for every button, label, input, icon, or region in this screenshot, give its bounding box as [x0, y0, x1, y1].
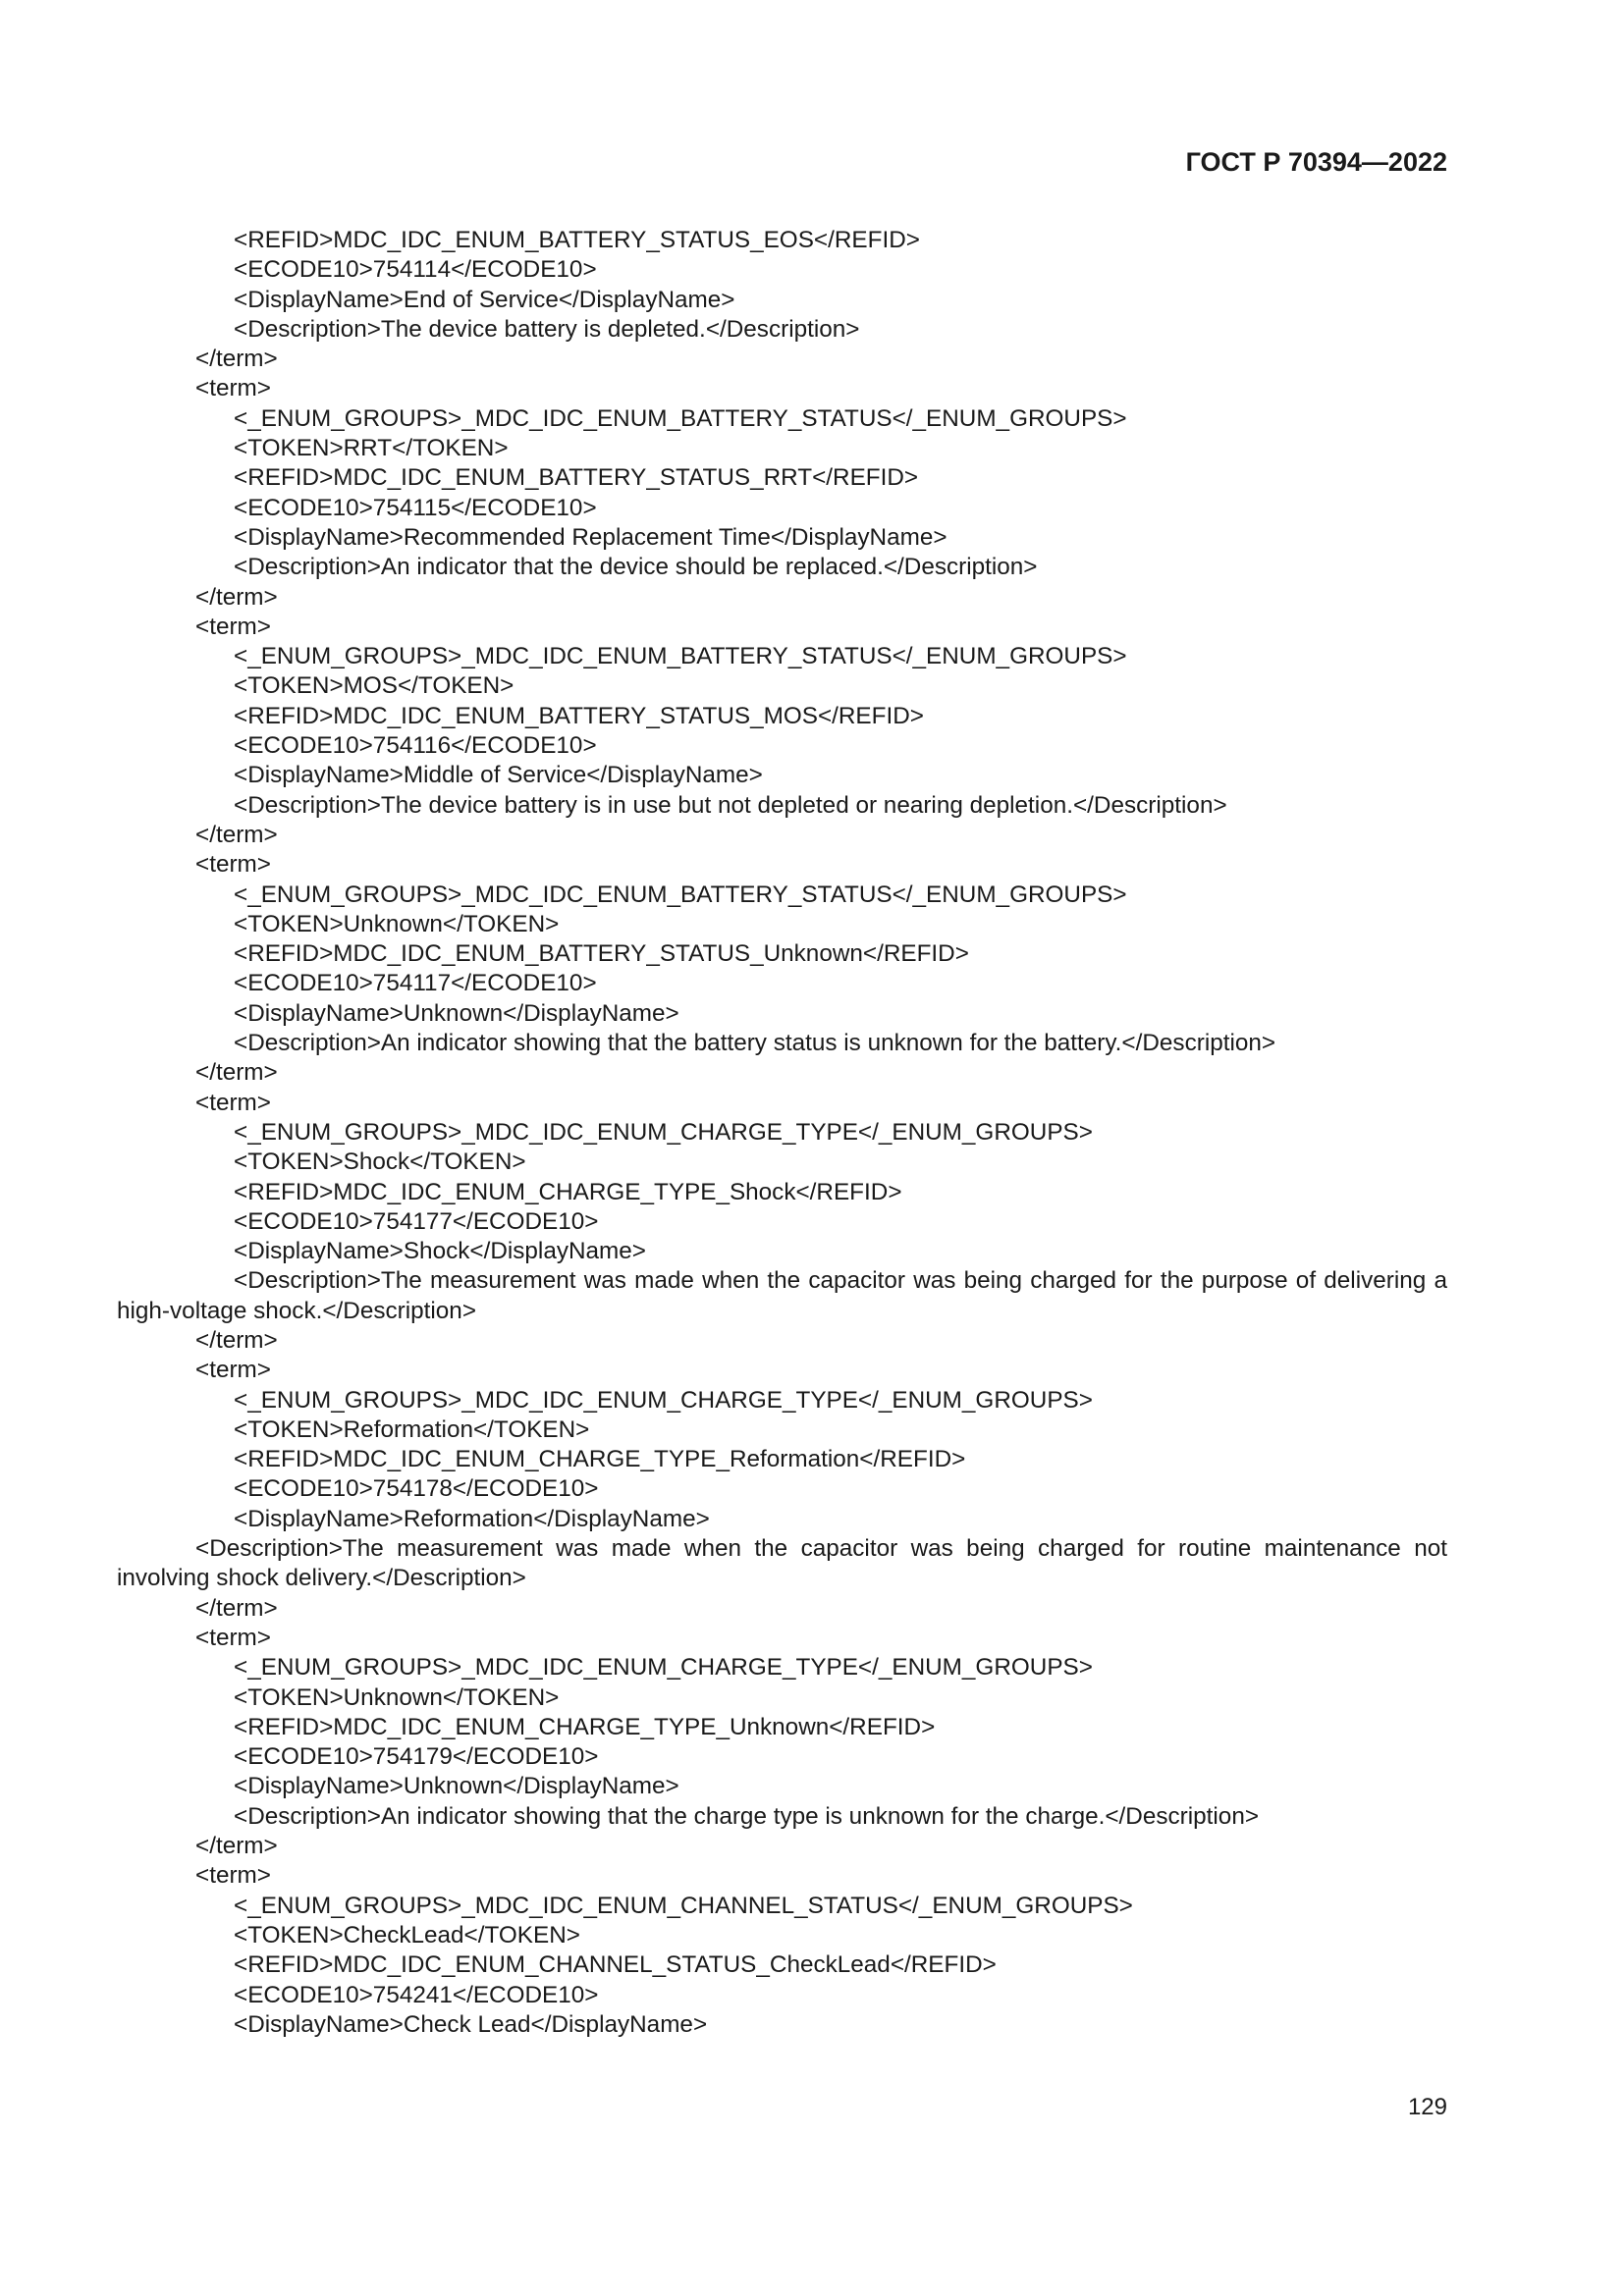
listing-line: <REFID>MDC_IDC_ENUM_BATTERY_STATUS_Unknown</REFID> [234, 940, 969, 968]
page-number: 129 [1407, 2094, 1447, 2120]
listing-line: <TOKEN>RRT</TOKEN> [234, 435, 509, 462]
listing-line: <Description>The measurement was made when the capacitor was being charged for routine maintenance not involving shock delivery.</Description> [117, 1535, 1447, 1592]
listing-line: <DisplayName>Unknown</DisplayName> [234, 999, 679, 1027]
listing-line: <DisplayName>Reformation</DisplayName> [234, 1505, 710, 1532]
listing-line: <TOKEN>Reformation</TOKEN> [234, 1415, 590, 1443]
listing-line: <Description>The measurement was made when the capacitor was being charged for the purpose of delivering a high-voltage shock.</Description> [117, 1267, 1447, 1324]
listing-line: <TOKEN>Unknown</TOKEN> [234, 1683, 560, 1711]
listing-line: <ECODE10>754117</ECODE10> [234, 970, 597, 997]
listing-line: <_ENUM_GROUPS>_MDC_IDC_ENUM_BATTERY_STATUS</_ENUM_GROUPS> [234, 404, 1127, 432]
listing-line: <Description>The device battery is in use but not depleted or nearing depletion.</Description> [234, 791, 1227, 819]
listing-line: <Description>An indicator that the device should be replaced.</Description> [234, 554, 1038, 581]
listing-line: <REFID>MDC_IDC_ENUM_CHARGE_TYPE_Unknown</REFID> [234, 1713, 936, 1740]
listing-line: <ECODE10>754116</ECODE10> [234, 732, 597, 760]
listing-line: <term> [195, 851, 271, 879]
listing-line: <REFID>MDC_IDC_ENUM_BATTERY_STATUS_RRT</REFID> [234, 464, 919, 492]
listing-line: <term> [195, 1357, 271, 1384]
listing-line: <DisplayName>Recommended Replacement Time</DisplayName> [234, 523, 947, 551]
listing-line: <ECODE10>754114</ECODE10> [234, 256, 597, 284]
listing-line: <ECODE10>754178</ECODE10> [234, 1475, 599, 1503]
listing-line: </term> [195, 1594, 278, 1622]
listing-line: <_ENUM_GROUPS>_MDC_IDC_ENUM_CHANNEL_STATUS</_ENUM_GROUPS> [234, 1892, 1133, 1919]
listing-line: </term> [195, 1059, 278, 1087]
listing-line: <REFID>MDC_IDC_ENUM_CHANNEL_STATUS_CheckLead</REFID> [234, 1951, 997, 1979]
listing-line: <TOKEN>CheckLead</TOKEN> [234, 1921, 580, 1949]
listing-line: </term> [195, 1833, 278, 1860]
listing-line: </term> [195, 1326, 278, 1354]
listing-line: <_ENUM_GROUPS>_MDC_IDC_ENUM_BATTERY_STATUS</_ENUM_GROUPS> [234, 643, 1127, 670]
listing-line: <DisplayName>Shock</DisplayName> [234, 1238, 646, 1265]
listing-line: <term> [195, 1862, 271, 1890]
listing-line: <TOKEN>Unknown</TOKEN> [234, 910, 560, 937]
listing-line: <DisplayName>Unknown</DisplayName> [234, 1773, 679, 1800]
document-code-header: ГОСТ Р 70394—2022 [1185, 147, 1447, 177]
listing-line: </term> [195, 821, 278, 848]
listing-line: <ECODE10>754179</ECODE10> [234, 1743, 599, 1771]
listing-line: <_ENUM_GROUPS>_MDC_IDC_ENUM_CHARGE_TYPE</_ENUM_GROUPS> [234, 1118, 1093, 1146]
listing-line: <ECODE10>754241</ECODE10> [234, 1981, 599, 2008]
listing-line: <DisplayName>Check Lead</DisplayName> [234, 2010, 708, 2038]
listing-line: <_ENUM_GROUPS>_MDC_IDC_ENUM_BATTERY_STATUS</_ENUM_GROUPS> [234, 881, 1127, 908]
listing-line: <term> [195, 1089, 271, 1116]
listing-line: <DisplayName>End of Service</DisplayName> [234, 286, 735, 313]
listing-line: <term> [195, 375, 271, 402]
listing-line: <Description>An indicator showing that the charge type is unknown for the charge.</Description> [234, 1802, 1260, 1830]
listing-line: </term> [195, 346, 278, 373]
listing-line: <Description>An indicator showing that the battery status is unknown for the battery.</Description> [234, 1030, 1276, 1057]
xml-listing [117, 226, 1447, 2040]
listing-line: <REFID>MDC_IDC_ENUM_CHARGE_TYPE_Shock</REFID> [234, 1178, 902, 1205]
listing-line: <term> [195, 613, 271, 640]
listing-line: <_ENUM_GROUPS>_MDC_IDC_ENUM_CHARGE_TYPE</_ENUM_GROUPS> [234, 1654, 1093, 1682]
listing-line: <_ENUM_GROUPS>_MDC_IDC_ENUM_CHARGE_TYPE</_ENUM_GROUPS> [234, 1386, 1093, 1414]
listing-line: </term> [195, 583, 278, 611]
listing-line: <term> [195, 1624, 271, 1651]
listing-line: <ECODE10>754115</ECODE10> [234, 494, 597, 521]
listing-line: <Description>The device battery is depleted.</Description> [234, 315, 860, 343]
listing-line: <DisplayName>Middle of Service</DisplayName> [234, 762, 763, 789]
listing-line: <REFID>MDC_IDC_ENUM_BATTERY_STATUS_EOS</REFID> [234, 227, 920, 253]
listing-line: <REFID>MDC_IDC_ENUM_BATTERY_STATUS_MOS</REFID> [234, 702, 924, 729]
listing-line: <REFID>MDC_IDC_ENUM_CHARGE_TYPE_Reformation</REFID> [234, 1446, 966, 1473]
listing-line: <ECODE10>754177</ECODE10> [234, 1207, 599, 1235]
listing-line: <TOKEN>MOS</TOKEN> [234, 672, 514, 700]
listing-line: <TOKEN>Shock</TOKEN> [234, 1148, 526, 1176]
